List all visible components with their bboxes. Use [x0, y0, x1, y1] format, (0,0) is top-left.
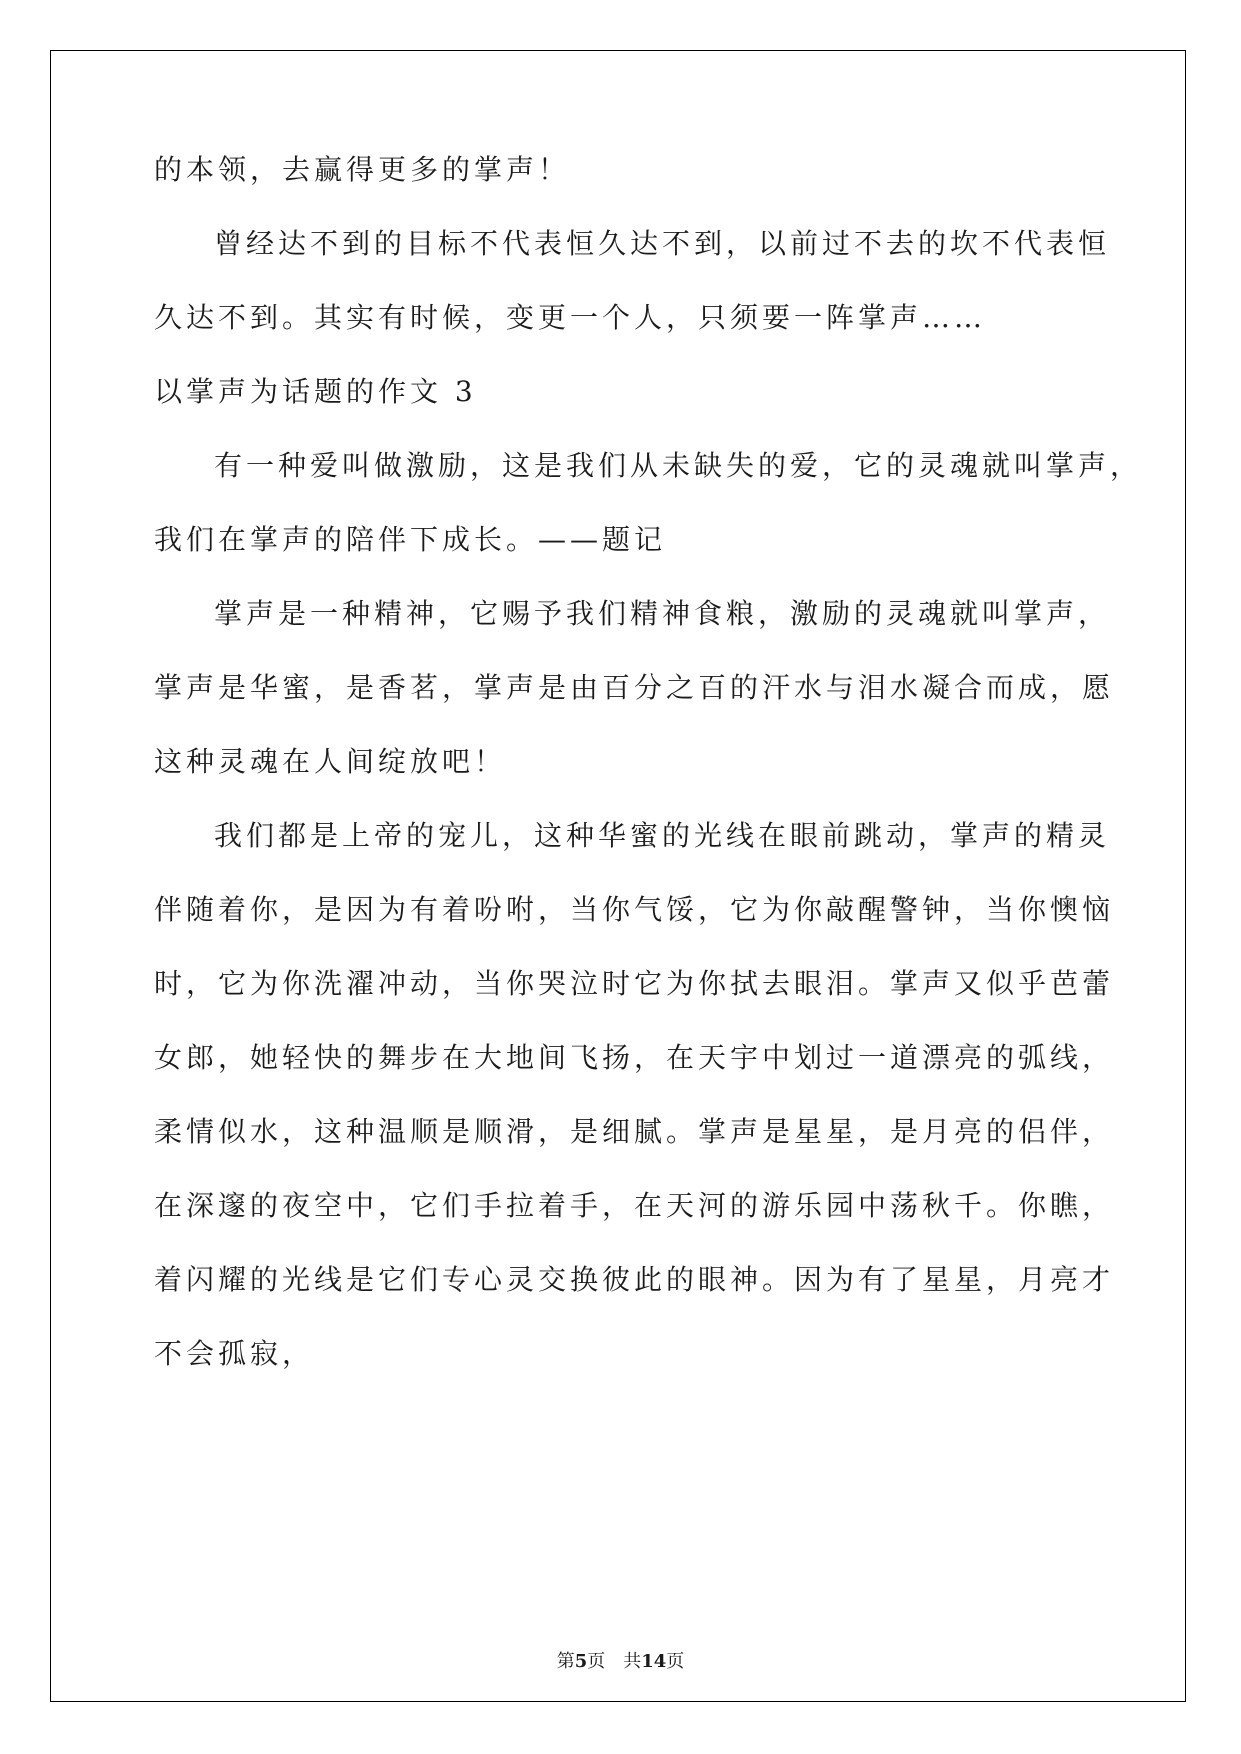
footer-mid: 页 共 — [587, 1651, 642, 1672]
footer-suffix: 页 — [666, 1651, 685, 1672]
text-line: 柔情似水，这种温顺是顺滑，是细腻。掌声是星星，是月亮的侣伴， — [154, 1115, 1115, 1148]
text-line: 在深邃的夜空中，它们手拉着手，在天河的游乐园中荡秋千。你瞧， — [154, 1189, 1115, 1222]
text-line: 这种灵魂在人间绽放吧！ — [154, 745, 507, 778]
page-footer — [0, 1650, 1241, 1674]
current-page-number: 5 — [574, 1651, 588, 1672]
total-pages-number: 14 — [641, 1651, 667, 1672]
text-line: 有一种爱叫做激励，这是我们从未缺失的爱，它的灵魂就叫掌声， — [214, 449, 1143, 482]
text-line: 的本领，去赢得更多的掌声！ — [154, 153, 571, 186]
text-line: 掌声是一种精神，它赐予我们精神食粮，激励的灵魂就叫掌声， — [214, 597, 1111, 630]
text-line: 曾经达不到的目标不代表恒久达不到，以前过不去的坎不代表恒 — [214, 227, 1111, 260]
section-heading: 以掌声为话题的作文 3 — [154, 375, 477, 408]
text-line: 女郎，她轻快的舞步在大地间飞扬，在天宇中划过一道漂亮的弧线， — [154, 1041, 1115, 1074]
text-line: 我们在掌声的陪伴下成长。——题记 — [154, 523, 667, 556]
text-line: 伴随着你，是因为有着吩咐，当你气馁，它为你敲醒警钟，当你懊恼 — [154, 893, 1115, 926]
text-line: 我们都是上帝的宠儿，这种华蜜的光线在眼前跳动，掌声的精灵 — [214, 819, 1111, 852]
text-line: 掌声是华蜜，是香茗，掌声是由百分之百的汗水与泪水凝合而成，愿 — [154, 671, 1115, 704]
text-line: 时，它为你洗濯冲动，当你哭泣时它为你拭去眼泪。掌声又似乎芭蕾 — [154, 967, 1115, 1000]
footer-prefix: 第 — [556, 1651, 575, 1672]
text-line: 着闪耀的光线是它们专心灵交换彼此的眼神。因为有了星星，月亮才 — [154, 1263, 1115, 1296]
text-line: 久达不到。其实有时候，变更一个人，只须要一阵掌声…… — [154, 301, 987, 334]
text-line: 不会孤寂， — [154, 1337, 315, 1370]
